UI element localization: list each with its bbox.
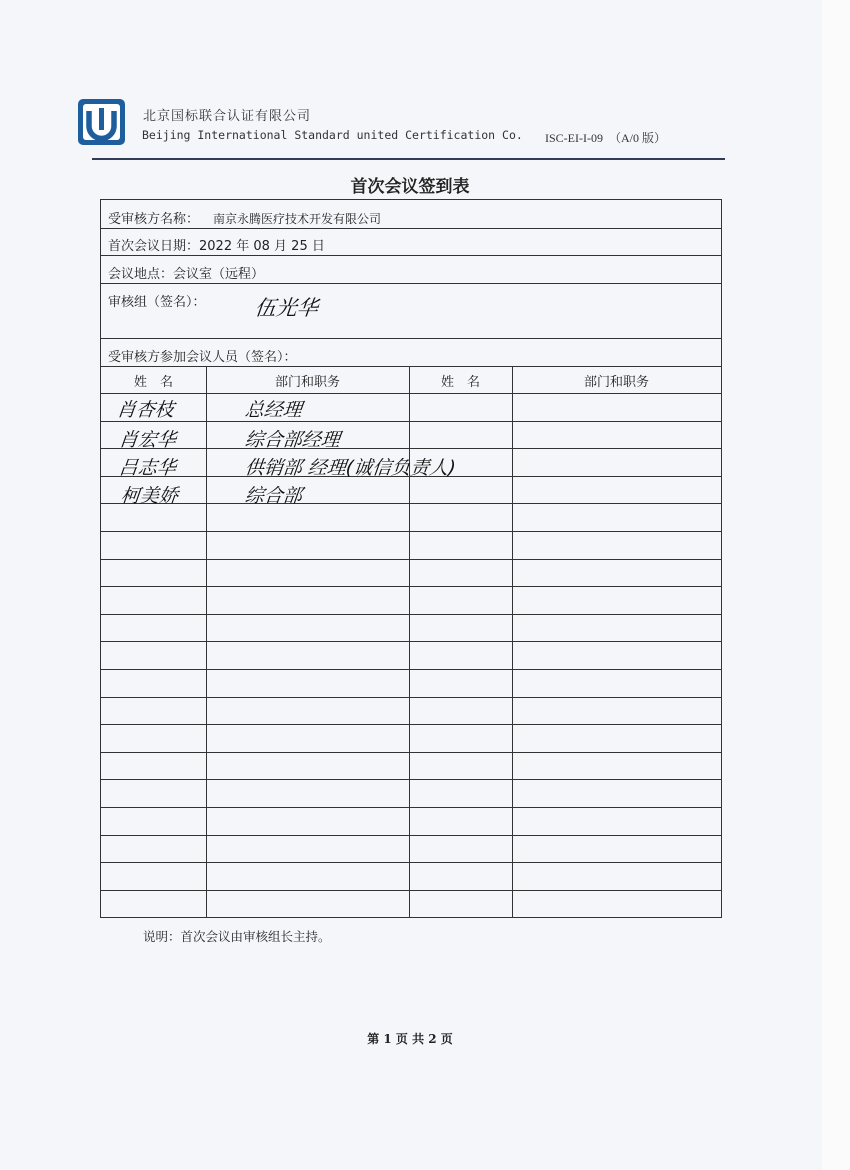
attendee-role: 综合部经理 (243, 429, 342, 451)
location-row (108, 263, 264, 282)
audit-team-row (108, 291, 206, 310)
table-row (100, 890, 722, 891)
document-code: ISC-EI-I-09 （A/0 版） (545, 131, 666, 145)
table-row (100, 614, 722, 615)
audit-team-signature: 伍光华 (253, 296, 320, 320)
date-row (108, 235, 325, 254)
table-row (100, 807, 722, 808)
column-header-name-2: 姓 名 (440, 375, 480, 390)
divider (101, 228, 721, 229)
location-value: 会议室（远程） (173, 267, 265, 282)
attendee-role: 总经理 (243, 399, 304, 421)
attendee-name: 肖杏枝 (115, 399, 176, 421)
table-row (100, 779, 722, 780)
divider (101, 366, 721, 367)
attendees-row (108, 346, 297, 365)
attendee-name: 肖宏华 (117, 429, 178, 451)
footnote: 说明：首次会议由审核组长主持。 (143, 929, 331, 944)
table-row (100, 559, 722, 560)
table-row (100, 862, 722, 863)
column-header-name: 姓 名 (133, 375, 173, 390)
table-row (100, 752, 722, 753)
table-row (100, 503, 722, 504)
table-row (100, 393, 722, 394)
column-header-role-2: 部门和职务 (583, 375, 649, 390)
divider (101, 283, 721, 284)
organization-name-en: Beijing International Standard united Certification Co. (142, 128, 523, 142)
page-edge (822, 0, 850, 1170)
table-row (100, 669, 722, 670)
divider (101, 255, 721, 256)
attendee-role: 供销部 经理(诚信负责人) (243, 457, 457, 479)
isc-logo-icon (77, 98, 126, 146)
audit-team-label: 审核组（签名）： (108, 295, 206, 310)
table-row (100, 724, 722, 725)
table-row (100, 586, 722, 587)
date-label: 首次会议日期： (108, 239, 200, 254)
table-row (100, 448, 722, 449)
date-value: 2022 年 08 月 25 日 (199, 239, 325, 254)
form-title: 首次会议签到表 (350, 177, 470, 197)
header-divider (92, 158, 725, 160)
table-row (100, 697, 722, 698)
attendees-label: 受审核方参加会议人员（签名）： (108, 350, 297, 365)
auditee-label: 受审核方名称： (108, 212, 200, 227)
table-row (100, 421, 722, 422)
organization-name-cn: 北京国标联合认证有限公司 (143, 109, 312, 124)
page-number: 第 1 页 共 2 页 (367, 1032, 453, 1046)
divider (101, 338, 721, 339)
location-label: 会议地点： (108, 267, 174, 282)
attendee-role: 综合部 (243, 485, 304, 507)
table-row (100, 641, 722, 642)
attendee-name: 吕志华 (117, 457, 178, 479)
auditee-value: 南京永腾医疗技术开发有限公司 (213, 212, 382, 226)
auditee-row (108, 208, 381, 227)
table-row (100, 531, 722, 532)
attendee-name: 柯美娇 (119, 485, 180, 507)
column-header-role: 部门和职务 (274, 375, 340, 390)
table-row (100, 835, 722, 836)
